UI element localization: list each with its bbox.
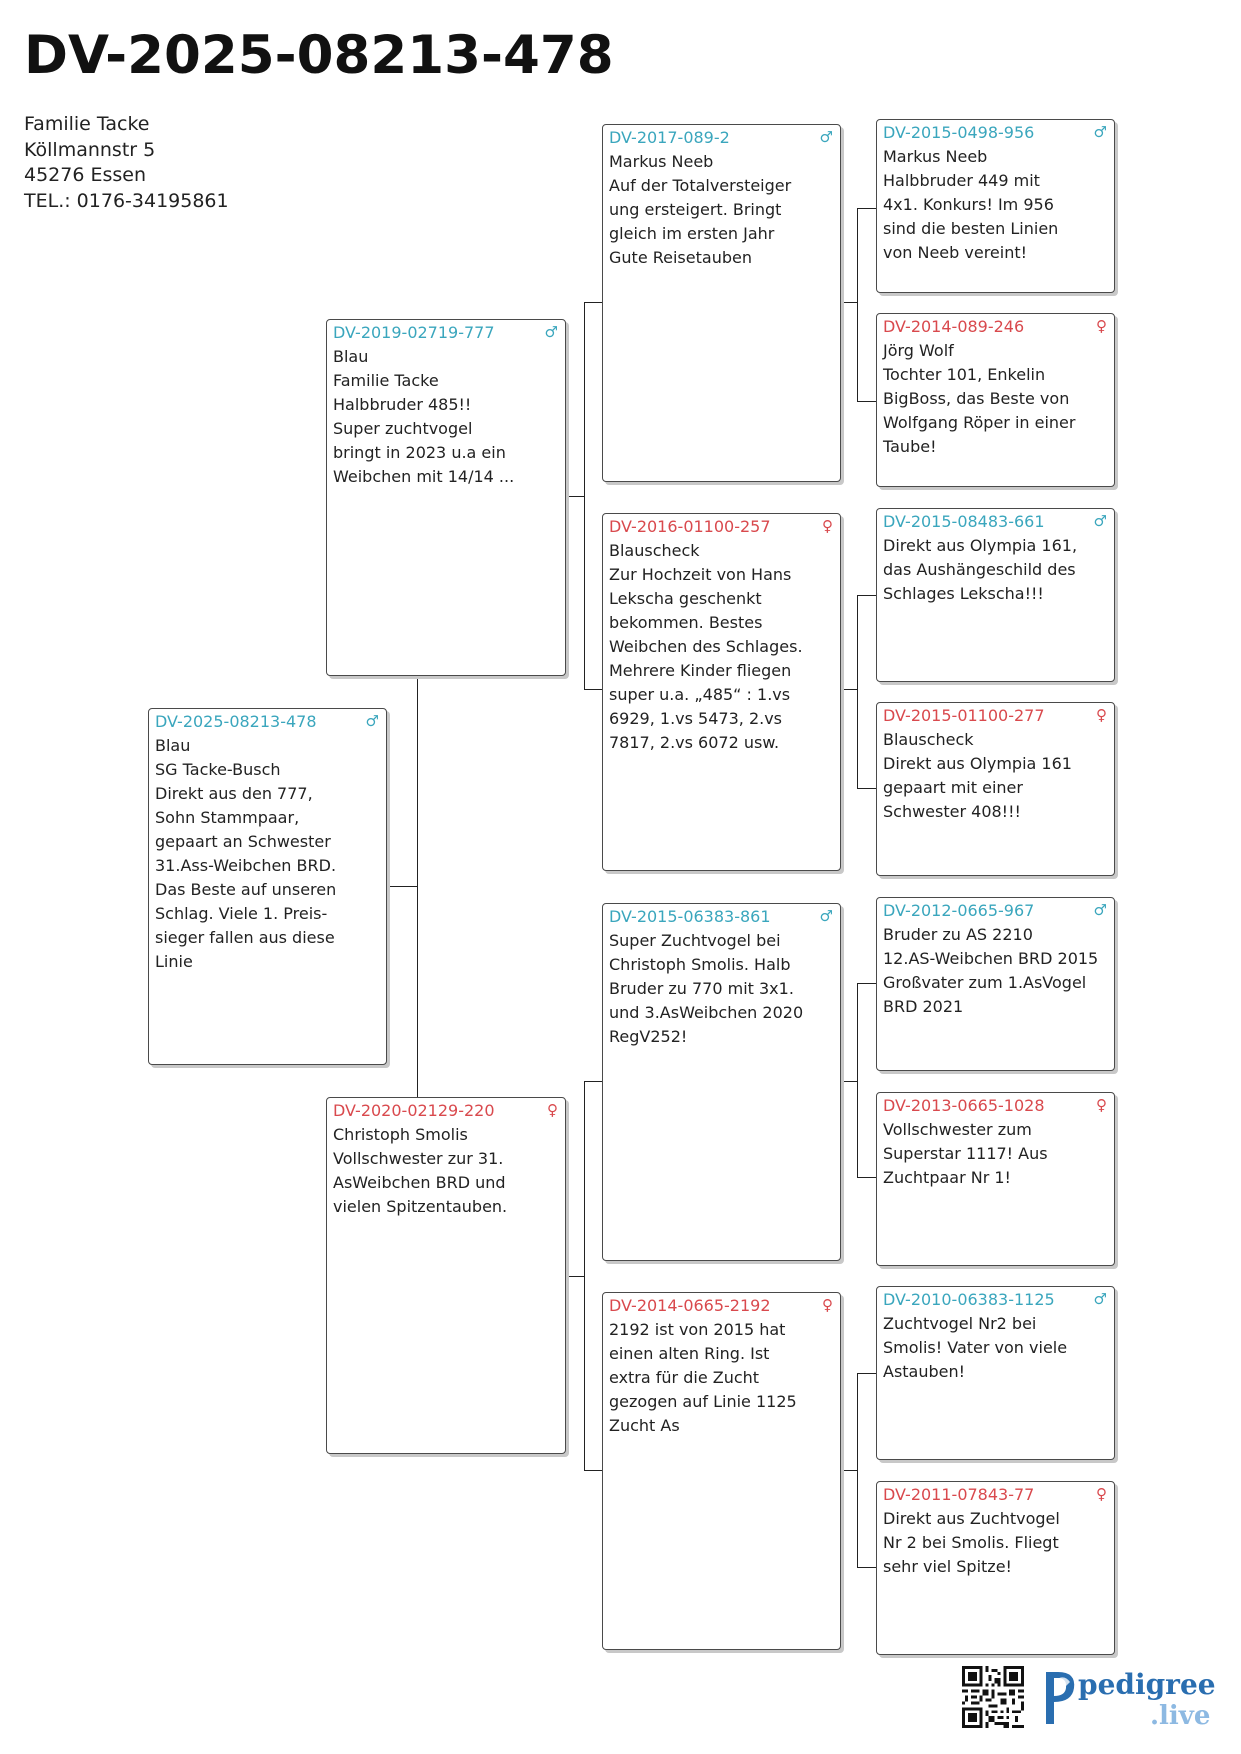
ring-number: DV-2015-0498-956 <box>883 123 1035 142</box>
male-icon: ♂ <box>819 907 833 925</box>
female-icon: ♀ <box>547 1101 558 1119</box>
card-text: Bruder zu AS 2210 <box>883 925 1033 944</box>
card-text: BigBoss, das Beste von <box>883 389 1070 408</box>
card-text: super u.a. „485“ : 1.vs <box>609 685 791 704</box>
logo-text-live: .live <box>1150 1701 1211 1730</box>
card-text: gleich im ersten Jahr <box>609 224 775 243</box>
card-text: Blauscheck <box>609 541 700 560</box>
connector-line <box>584 689 603 690</box>
card-text: Tochter 101, Enkelin <box>883 365 1046 384</box>
card-text: Superstar 1117! Aus <box>883 1144 1048 1163</box>
connector-line <box>857 208 858 402</box>
pigeon-card-mother-father[interactable] <box>602 903 841 1261</box>
card-text: Wolfgang Röper in einer <box>883 413 1076 432</box>
pigeon-card-father-father[interactable] <box>602 124 841 482</box>
male-icon: ♂ <box>1093 901 1107 919</box>
male-icon: ♂ <box>819 128 833 146</box>
card-text: einen alten Ring. Ist <box>609 1344 770 1363</box>
connector-line <box>841 302 858 303</box>
ring-number: DV-2019-02719-777 <box>333 323 495 342</box>
card-text: Weibchen des Schlages. <box>609 637 803 656</box>
connector-line <box>387 886 418 887</box>
address-line: Familie Tacke <box>24 113 150 135</box>
card-text: gezogen auf Linie 1125 <box>609 1392 797 1411</box>
card-text: Zucht As <box>609 1416 680 1435</box>
female-icon: ♀ <box>1096 706 1107 724</box>
card-text: AsWeibchen BRD und <box>333 1173 506 1192</box>
female-icon: ♀ <box>1096 317 1107 335</box>
connector-line <box>857 983 876 984</box>
card-text: Direkt aus Zuchtvogel <box>883 1509 1060 1528</box>
male-icon: ♂ <box>1093 512 1107 530</box>
card-text: Bruder zu 770 mit 3x1. <box>609 979 794 998</box>
pedigree-live-logo <box>1042 1660 1222 1730</box>
connector-line <box>584 1081 603 1082</box>
connector-line <box>584 302 603 303</box>
card-text: vielen Spitzentauben. <box>333 1197 508 1216</box>
connector-line <box>841 689 858 690</box>
owner-address <box>24 112 229 214</box>
pigeon-card-fff[interactable] <box>876 119 1115 293</box>
address-line: TEL.: 0176-34195861 <box>24 189 229 212</box>
male-icon: ♂ <box>544 323 558 341</box>
ring-number: DV-2017-089-2 <box>609 128 730 147</box>
card-text: Nr 2 bei Smolis. Fliegt <box>883 1533 1059 1552</box>
ring-number: DV-2020-02129-220 <box>333 1101 495 1120</box>
connector-line <box>857 1177 876 1178</box>
logo-text-pedigree: pedigree <box>1078 1668 1216 1701</box>
connector-line <box>857 788 876 789</box>
card-text: Schlag. Viele 1. Preis- <box>155 904 328 923</box>
ring-number: DV-2012-0665-967 <box>883 901 1035 920</box>
connector-line <box>584 1470 603 1471</box>
card-text: Vollschwester zum <box>883 1120 1032 1139</box>
card-text: 6929, 1.vs 5473, 2.vs <box>609 709 783 728</box>
card-text: gepaart mit einer <box>883 778 1023 797</box>
ring-number: DV-2010-06383-1125 <box>883 1290 1055 1309</box>
card-text: 2192 ist von 2015 hat <box>609 1320 786 1339</box>
card-text: sehr viel Spitze! <box>883 1557 1012 1576</box>
card-text: Blauscheck <box>883 730 974 749</box>
card-text: 12.AS-Weibchen BRD 2015 <box>883 949 1099 968</box>
card-text: Christoph Smolis <box>333 1125 468 1144</box>
connector-line <box>417 676 418 1104</box>
connector-line <box>566 1276 585 1277</box>
female-icon: ♀ <box>822 517 833 535</box>
male-icon: ♂ <box>1093 123 1107 141</box>
card-text: Markus Neeb <box>883 147 988 166</box>
card-text: Zuchtpaar Nr 1! <box>883 1168 1011 1187</box>
card-text: extra für die Zucht <box>609 1368 760 1387</box>
card-text: 31.Ass-Weibchen BRD. <box>155 856 337 875</box>
card-text: Super zuchtvogel <box>333 419 473 438</box>
card-text: Super Zuchtvogel bei <box>609 931 781 950</box>
card-text: Großvater zum 1.AsVogel <box>883 973 1087 992</box>
card-text: ung ersteigert. Bringt <box>609 200 782 219</box>
pigeon-card-mother-mother[interactable] <box>602 1292 841 1650</box>
female-icon: ♀ <box>1096 1485 1107 1503</box>
card-text: Astauben! <box>883 1362 966 1381</box>
pigeon-card-fmm[interactable] <box>876 702 1115 876</box>
address-line: Köllmannstr 5 <box>24 138 156 161</box>
ring-number: DV-2013-0665-1028 <box>883 1096 1045 1115</box>
ring-number: DV-2015-06383-861 <box>609 907 771 926</box>
pigeon-card-fmf[interactable] <box>876 508 1115 682</box>
ring-number: DV-2016-01100-257 <box>609 517 771 536</box>
card-text: Halbbruder 485!! <box>333 395 472 414</box>
card-text: SG Tacke-Busch <box>155 760 281 779</box>
card-text: Mehrere Kinder fliegen <box>609 661 792 680</box>
connector-line <box>841 1470 858 1471</box>
ring-number: DV-2025-08213-478 <box>155 712 317 731</box>
card-text: 4x1. Konkurs! Im 956 <box>883 195 1054 214</box>
card-text: Vollschwester zur 31. <box>333 1149 504 1168</box>
card-text: Auf der Totalversteiger <box>609 176 792 195</box>
card-text: Zuchtvogel Nr2 bei <box>883 1314 1037 1333</box>
card-text: Jörg Wolf <box>883 341 954 360</box>
card-text: Schlages Lekscha!!! <box>883 584 1044 603</box>
pigeon-card-mfm[interactable] <box>876 1092 1115 1266</box>
card-text: sind die besten Linien <box>883 219 1059 238</box>
card-text: Schwester 408!!! <box>883 802 1021 821</box>
pigeon-card-father[interactable] <box>326 319 566 676</box>
card-text: Taube! <box>883 437 937 456</box>
card-text: Direkt aus Olympia 161, <box>883 536 1078 555</box>
ring-number: DV-2015-01100-277 <box>883 706 1045 725</box>
male-icon: ♂ <box>1093 1290 1107 1308</box>
pigeon-card-subject[interactable] <box>148 708 387 1065</box>
card-text: Sohn Stammpaar, <box>155 808 300 827</box>
card-text: Zur Hochzeit von Hans <box>609 565 792 584</box>
female-icon: ♀ <box>1096 1096 1107 1114</box>
card-text: Smolis! Vater von viele <box>883 1338 1068 1357</box>
card-text: sieger fallen aus diese <box>155 928 335 947</box>
card-text: Direkt aus Olympia 161 <box>883 754 1072 773</box>
card-text: Linie <box>155 952 193 971</box>
connector-line <box>566 496 585 497</box>
card-text: Lekscha geschenkt <box>609 589 762 608</box>
card-text: Direkt aus den 777, <box>155 784 313 803</box>
card-text: Gute Reisetauben <box>609 248 752 267</box>
card-text: BRD 2021 <box>883 997 964 1016</box>
ring-number: DV-2015-08483-661 <box>883 512 1045 531</box>
connector-line <box>841 1081 858 1082</box>
card-text: 7817, 2.vs 6072 usw. <box>609 733 780 752</box>
pigeon-card-mmm[interactable] <box>876 1481 1115 1655</box>
card-text: Markus Neeb <box>609 152 714 171</box>
pigeon-card-mmf[interactable] <box>876 1286 1115 1460</box>
connector-line <box>857 1373 876 1374</box>
page-title: DV-2025-08213-478 <box>24 25 614 86</box>
card-text: Blau <box>333 347 369 366</box>
card-text: bringt in 2023 u.a ein <box>333 443 506 462</box>
connector-line <box>857 595 876 596</box>
female-icon: ♀ <box>822 1296 833 1314</box>
ring-number: DV-2011-07843-77 <box>883 1485 1035 1504</box>
pigeon-card-mff[interactable] <box>876 897 1115 1071</box>
card-text: Das Beste auf unseren <box>155 880 337 899</box>
ring-number: DV-2014-089-246 <box>883 317 1025 336</box>
connector-line <box>857 595 858 789</box>
card-text: Christoph Smolis. Halb <box>609 955 791 974</box>
card-text: das Aushängeschild des <box>883 560 1076 579</box>
qr-code-icon <box>962 1666 1024 1728</box>
card-text: Familie Tacke <box>333 371 439 390</box>
address-line: 45276 Essen <box>24 164 147 186</box>
ring-number: DV-2014-0665-2192 <box>609 1296 771 1315</box>
connector-line <box>857 401 876 402</box>
male-icon: ♂ <box>365 712 379 730</box>
pigeon-card-father-mother[interactable] <box>602 513 841 871</box>
connector-line <box>857 208 876 209</box>
card-text: Halbbruder 449 mit <box>883 171 1040 190</box>
card-text: RegV252! <box>609 1027 688 1046</box>
card-text: und 3.AsWeibchen 2020 <box>609 1003 804 1022</box>
card-text: bekommen. Bestes <box>609 613 763 632</box>
pigeon-card-ffm[interactable] <box>876 313 1115 487</box>
pigeon-card-mother[interactable] <box>326 1097 566 1454</box>
card-text: Blau <box>155 736 191 755</box>
card-text: Weibchen mit 14/14 ... <box>333 467 515 486</box>
connector-line <box>857 1567 876 1568</box>
card-text: von Neeb vereint! <box>883 243 1028 262</box>
card-text: gepaart an Schwester <box>155 832 331 851</box>
